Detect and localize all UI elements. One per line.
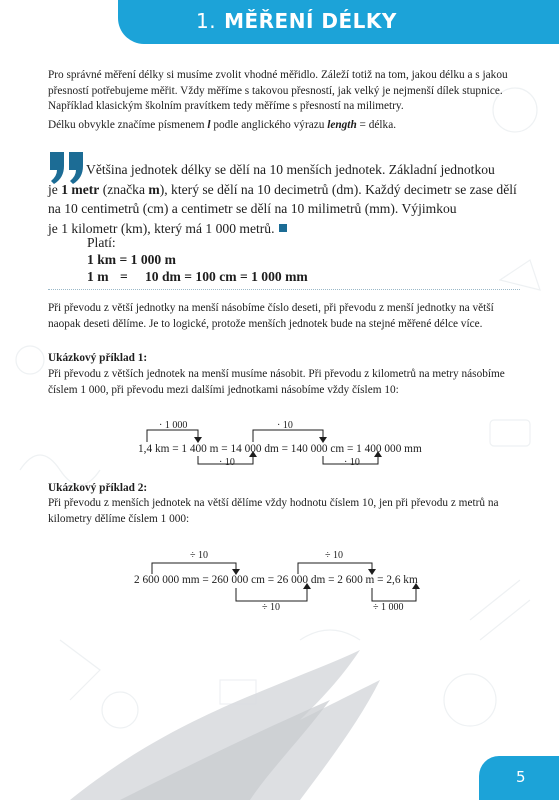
chapter-title-text: MĚŘENÍ DÉLKY: [224, 9, 397, 33]
p2-symbol: l: [207, 119, 211, 131]
plati-label: Platí:: [87, 235, 116, 250]
length-symbol-paragraph: [48, 118, 520, 134]
ex1-top-label-2: · 10: [277, 420, 293, 431]
p2-text-1: Délku obvykle značíme písmenem: [48, 119, 208, 131]
example-2-title: Ukázkový příklad 2:: [48, 482, 148, 494]
equation-m-eq: =: [120, 269, 128, 284]
quote-line-1: Většina jednotek délky se dělí na 10 menších jednotek. Základní jednotkou: [86, 162, 495, 177]
ex1-bottom-label-1: · 10: [219, 457, 235, 468]
example-1-title: Ukázkový příklad 1:: [48, 352, 148, 364]
equation-km: 1 km = 1 000 m: [87, 252, 176, 267]
ex2-equation: 2 600 000 mm = 260 000 cm = 26 000 dm = 2 600 m = 2,6 km: [134, 574, 418, 586]
quote-line-2b: (značka: [99, 181, 149, 197]
conversion-paragraph: Při převodu z větší jednotky na menší násobíme číslo deseti, při převodu z menší jednotky na větší naopak deseti dělíme. Je to logické, protože menších jednotek bude na stejné měřené délce více.: [48, 302, 494, 330]
ex2-top-label-2: ÷ 10: [325, 550, 343, 561]
chapter-title: [196, 9, 397, 33]
page-number: 5: [516, 768, 526, 786]
chapter-header: [0, 0, 559, 44]
ex1-bottom-label-2: · 10: [344, 457, 360, 468]
chapter-number: 1.: [196, 9, 217, 33]
p2-text-2: podle anglického výrazu: [210, 119, 328, 131]
example-1-diagram: [0, 418, 559, 468]
ex1-equation: 1,4 km = 1 400 m = 14 000 dm = 140 000 cm = 1 400 000 mm: [138, 443, 422, 455]
example-2-diagram: [0, 548, 559, 616]
intro-paragraph: Pro správné měření délky si musíme zvolit vhodné měřidlo. Záleží totiž na tom, jakou délku a s jakou přesností potřebujeme měřit. Vždy měříme s takovou přesností, jak velký je nejmenší dílek stupnice. Například klasickým školním pravítkem tedy měříme s přesností na milimetry.: [48, 69, 508, 112]
example-2-body: Při převodu z menších jednotek na větší dělíme vždy hodnotu číslem 10, jen při převodu z metrů na kilometry dělíme číslem 1 000:: [48, 497, 499, 525]
ex2-top-label-1: ÷ 10: [190, 550, 208, 561]
quote-line-4: je 1 kilometr (km), který má 1 000 metrů.: [48, 220, 275, 236]
ex2-bottom-label-2: ÷ 1 000: [373, 602, 404, 613]
equation-m-lhs: 1 m: [87, 269, 109, 284]
quote-line-2-symbol: m: [148, 181, 160, 197]
ex1-top-label-1: · 1 000: [159, 420, 188, 431]
quote-line-3: na 10 centimetrů (cm) a centimetr se dělí na 10 milimetrů (mm). Výjimkou: [48, 201, 457, 217]
quote-text: [48, 160, 518, 238]
quote-line-2-bold: 1 metr: [61, 181, 100, 197]
quote-line-2a: je: [48, 181, 62, 197]
ex2-bottom-label-1: ÷ 10: [262, 602, 280, 613]
section-divider: [48, 289, 520, 290]
p2-text-3: = délka.: [356, 119, 397, 131]
p2-word: length: [327, 119, 357, 131]
plati-block: [87, 234, 308, 285]
example-1-body: Při převodu z větších jednotek na menší musíme násobit. Při převodu z kilometrů na metry násobíme číslem 1 000, při převodu mezi dalšími jednotkami násobíme vždy číslem 10:: [48, 368, 505, 396]
end-square-icon: [279, 224, 287, 232]
quote-line-2c: ), který se dělí na 10 decimetrů (dm). Každý decimetr se zase dělí: [159, 181, 517, 197]
equation-m-rhs: 10 dm = 100 cm = 1 000 mm: [145, 269, 308, 284]
